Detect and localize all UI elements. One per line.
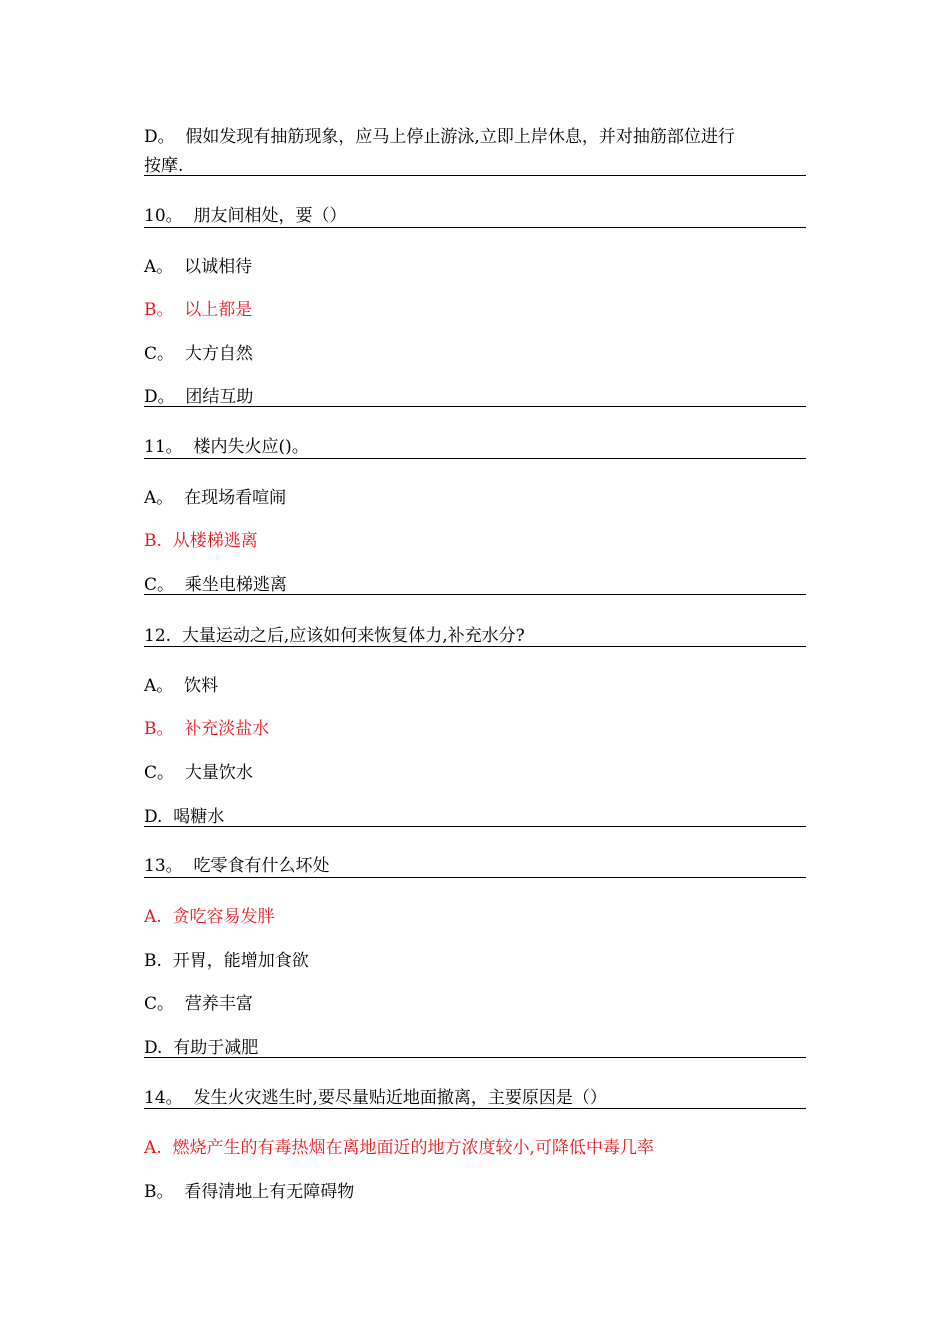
q14-option-b: B。 看得清地上有无障碍物 [144, 1182, 355, 1202]
q11-option-a: A。 在现场看喧闹 [144, 488, 287, 508]
q12-option-d: D. 喝糖水 [144, 807, 225, 827]
divider [144, 1057, 806, 1058]
q13-option-a-answer: A. 贪吃容易发胖 [144, 907, 275, 927]
q10-option-d: D。 团结互助 [144, 387, 254, 407]
q11-option-b-answer: B. 从楼梯逃离 [144, 531, 258, 551]
q10-option-c: C。 大方自然 [144, 344, 253, 364]
divider [144, 175, 806, 176]
q12-option-c: C。 大量饮水 [144, 763, 253, 783]
q13-stem: 13。 吃零食有什么坏处 [144, 856, 330, 876]
q11-stem: 11。 楼内失火应()。 [144, 437, 309, 457]
divider [144, 877, 806, 878]
divider [144, 458, 806, 459]
divider [144, 406, 806, 407]
q14-option-a-answer: A. 燃烧产生的有毒热烟在离地面近的地方浓度较小,可降低中毒几率 [144, 1138, 654, 1158]
q13-option-d: D. 有助于减肥 [144, 1038, 259, 1058]
divider [144, 646, 806, 647]
q10-stem: 10。 朋友间相处，要（） [144, 206, 347, 226]
divider [144, 826, 806, 827]
q12-option-b-answer: B。 补充淡盐水 [144, 719, 270, 739]
divider [144, 594, 806, 595]
q13-option-c: C。 营养丰富 [144, 994, 253, 1014]
divider [144, 1108, 806, 1109]
divider [144, 227, 806, 228]
q9-option-d-line2: 按摩. [144, 156, 184, 176]
q10-option-b-answer: B。 以上都是 [144, 300, 253, 320]
q13-option-b: B. 开胃，能增加食欲 [144, 951, 309, 971]
q12-stem: 12. 大量运动之后,应该如何来恢复体力,补充水分? [144, 626, 525, 646]
q14-stem: 14。 发生火灾逃生时,要尽量贴近地面撤离，主要原因是（） [144, 1088, 607, 1108]
q12-option-a: A。 饮料 [144, 676, 219, 696]
q9-option-d-line1: D。 假如发现有抽筋现象，应马上停止游泳,立即上岸休息，并对抽筋部位进行 [144, 127, 735, 147]
q11-option-c: C。 乘坐电梯逃离 [144, 575, 287, 595]
q10-option-a: A。 以诚相待 [144, 257, 253, 277]
